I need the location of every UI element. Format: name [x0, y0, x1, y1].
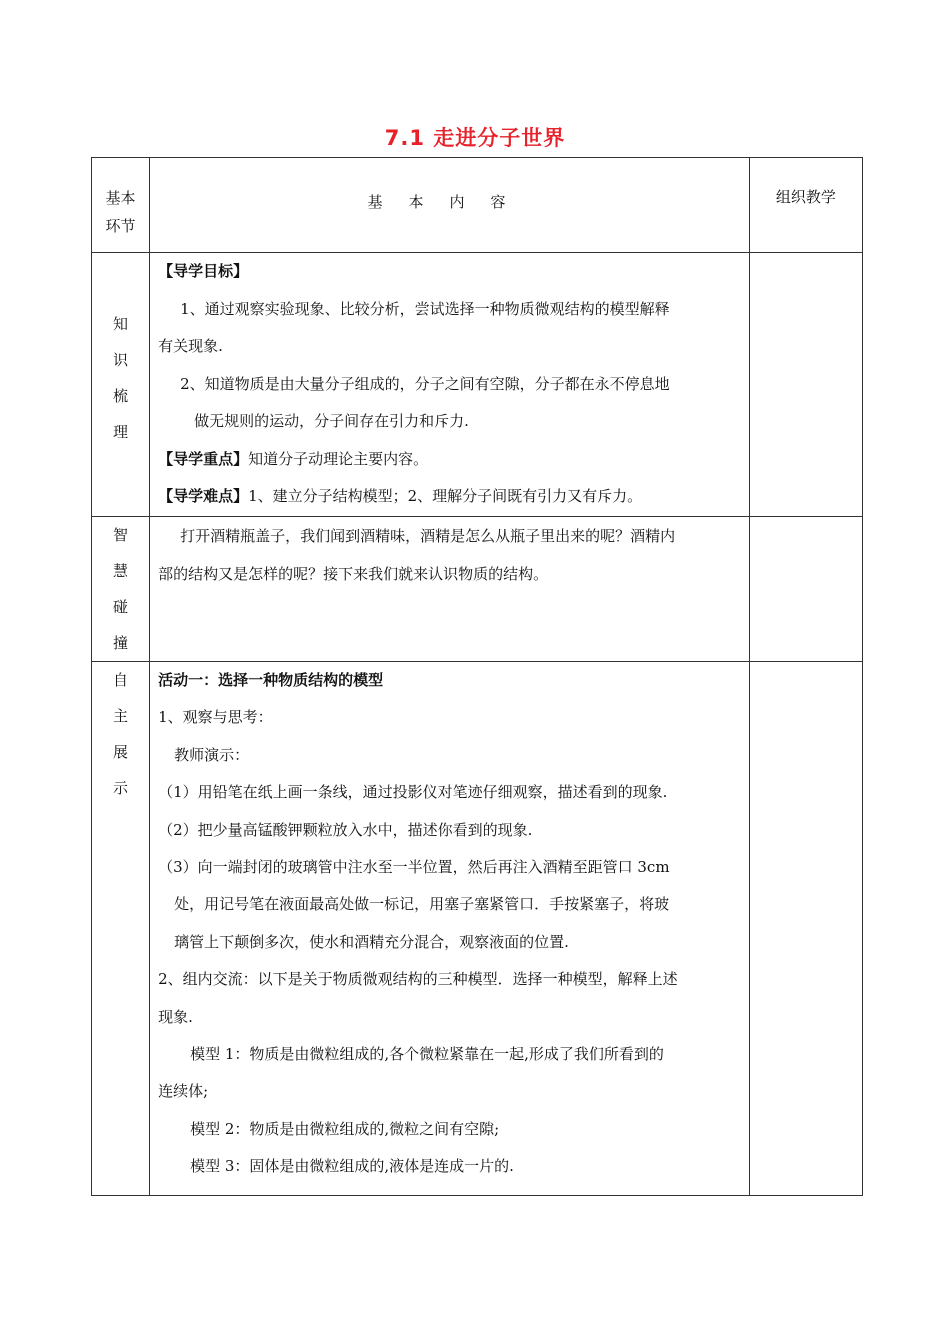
observe-heading: 1、观察与思考： — [158, 708, 273, 727]
header-stage-cell — [92, 158, 150, 253]
section-wisdom-stage — [92, 517, 150, 662]
teacher-demo-label: 教师演示： — [174, 745, 250, 764]
wisdom-line-2: 部的结构又是怎样的呢？接下来我们就来认识物质的结构。 — [158, 565, 549, 583]
section-knowledge-stage — [92, 253, 150, 517]
activity-title: 活动一：选择一种物质结构的模型 — [158, 671, 384, 689]
goal-label: 【导学目标】 — [158, 262, 249, 280]
header-stage — [92, 158, 149, 240]
difficulty-line: 【导学难点】1、建立分子结构模型；2、理解分子间既有引力又有斥力。 — [158, 487, 643, 505]
demo-3: （3）向一端封闭的玻璃管中注水至一半位置，然后再注入酒精至距管口 3cm — [158, 858, 670, 877]
exchange-heading: 2、组内交流：以下是关于物质微观结构的三种模型．选择一种模型，解释上述 — [158, 970, 678, 989]
header-content-cell — [150, 158, 750, 253]
section-wisdom-org — [749, 517, 862, 662]
section-display-org — [749, 662, 862, 1196]
section-display-content — [150, 662, 750, 1196]
lesson-table — [91, 157, 863, 1196]
header-content — [150, 158, 749, 212]
stage-label-display: 自 主 展 示 — [113, 671, 129, 797]
section-wisdom-row — [92, 517, 863, 662]
page-title: 7.1 走进分子世界 — [384, 126, 566, 150]
goal-1-cont: 有关现象. — [158, 337, 223, 355]
demo-3-cont-2: 璃管上下颠倒多次，使水和酒精充分混合，观察液面的位置. — [174, 932, 569, 951]
header-content-text: 基本内容 — [367, 193, 532, 211]
header-stage-text: 基本 环节 — [105, 189, 136, 235]
model-2: 模型 2：物质是由微粒组成的,微粒之间有空隙; — [190, 1119, 500, 1138]
goal-2-cont: 做无规则的运动，分子间存在引力和斥力. — [194, 412, 469, 430]
header-org-cell — [749, 158, 862, 253]
section-knowledge-org — [749, 253, 862, 517]
wisdom-line-1: 打开酒精瓶盖子，我们闻到酒精味，酒精是怎么从瓶子里出来的呢？酒精内 — [180, 527, 676, 545]
goal-1: 1、通过观察实验现象、比较分析，尝试选择一种物质微观结构的模型解释 — [180, 299, 670, 318]
model-1-cont: 连续体; — [158, 1082, 209, 1101]
section-knowledge-row — [92, 253, 863, 517]
goal-2: 2、知道物质是由大量分子组成的，分子之间有空隙，分子都在永不停息地 — [180, 374, 670, 393]
header-org: 组织教学 — [775, 188, 836, 206]
demo-3-cont-1: 处，用记号笔在液面最高处做一标记，用塞子塞紧管口．手按紧塞子，将玻 — [174, 895, 670, 914]
stage-label-wisdom: 智 慧 碰 撞 — [113, 526, 129, 652]
section-knowledge-content — [150, 253, 750, 517]
section-wisdom-content — [150, 517, 750, 662]
section-display-row — [92, 662, 863, 1196]
demo-2: （2）把少量高锰酸钾颗粒放入水中，描述你看到的现象. — [158, 820, 533, 839]
demo-1: （1）用铅笔在纸上画一条线，通过投影仪对笔迹仔细观察，描述看到的现象. — [158, 783, 668, 802]
model-3: 模型 3：固体是由微粒组成的,液体是连成一片的. — [190, 1157, 514, 1176]
header-row — [92, 158, 863, 253]
section-display-stage — [92, 662, 150, 1196]
model-1: 模型 1：物质是由微粒组成的,各个微粒紧靠在一起,形成了我们所看到的 — [190, 1045, 664, 1064]
focus-line: 【导学重点】知道分子动理论主要内容。 — [158, 449, 429, 468]
stage-label-knowledge: 知 识 梳 理 — [113, 315, 129, 441]
exchange-cont: 现象. — [158, 1007, 193, 1026]
